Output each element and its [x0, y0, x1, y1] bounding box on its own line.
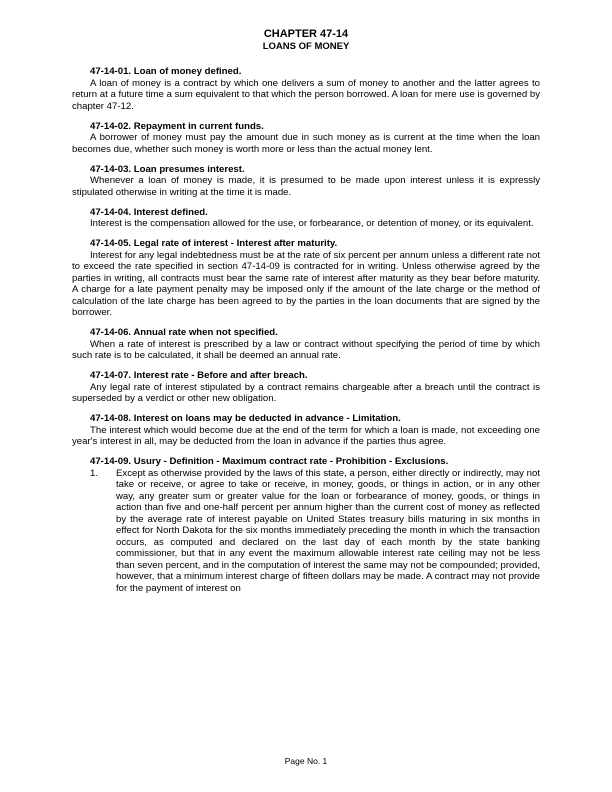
section-text: A loan of money is a contract by which one delivers a sum of money to another and the latter agrees to return at a future time a sum equivalent to that which the person borrowed. A loan for mere use is governed by chapter 47-12.: [72, 77, 540, 112]
section-47-14-07: [72, 370, 540, 405]
section-heading: 47-14-03. Loan presumes interest.: [90, 163, 245, 175]
section-text: Whenever a loan of money is made, it is presumed to be made upon interest unless it is expressly stipulated otherwise in writing at the time it is made.: [72, 175, 540, 198]
chapter-heading: CHAPTER 47-14: [263, 28, 349, 40]
section-47-14-09: [72, 456, 540, 594]
section-heading: 47-14-09. Usury - Definition - Maximum contract rate - Prohibition - Exclusions.: [90, 456, 449, 467]
section-text: The interest which would become due at the end of the term for which a loan is made, not exceeding one year's interest in all, may be deducted from the loan in advance if the parties thus agree.: [72, 424, 540, 447]
section-heading: 47-14-01. Loan of money defined.: [90, 66, 242, 77]
subsection-text: Except as otherwise provided by the laws of this state, a person, either directly or indirectly, may not take or receive, or agree to take or receive, in money, goods, or things in action, or in any other way, any greater sum or greater value for the loan or forbearance of money, goods, or things in action than five and one-half percent per annum higher than the current cost of money as reflected by the average rate of interest payable on United States treasury bills maturing in six months in effect for North Dakota for the six months immediately preceding the month in which the transaction occurs, as computed and declared on the last day of each month by the state banking commissioner, but that in any event the maximum allowable interest rate ceiling may not be less than seven percent, and in the computation of interest the same may not be compounded; provided, however, that a minimum interest charge of fifteen dollars may be made. A contract may not provide for the payment of interest on: [116, 467, 540, 594]
section-heading: 47-14-02. Repayment in current funds.: [90, 120, 264, 132]
page-number: Page No. 1: [284, 756, 328, 766]
section-47-14-03: [72, 164, 540, 199]
section-47-14-05: [72, 238, 540, 319]
section-heading: 47-14-08. Interest on loans may be deducted in advance - Limitation.: [90, 413, 401, 424]
subsection-item: [72, 468, 540, 595]
section-text: Any legal rate of interest stipulated by a contract remains chargeable after a breach until the contract is superseded by a verdict or other new obligation.: [72, 381, 540, 404]
section-heading: 47-14-05. Legal rate of interest - Interest after maturity.: [90, 238, 338, 249]
section-47-14-04: [72, 207, 540, 230]
section-heading: 47-14-07. Interest rate - Before and after breach.: [90, 370, 308, 381]
section-47-14-02: [72, 121, 540, 156]
section-text: When a rate of interest is prescribed by a law or contract without specifying the period of time by which such rate is to be calculated, it shall be deemed an annual rate.: [72, 338, 540, 361]
subsection-number: 1.: [90, 467, 99, 479]
section-47-14-06: [72, 327, 540, 362]
chapter-title: LOANS OF MONEY: [262, 41, 350, 52]
section-text: A borrower of money must pay the amount due in such money as is current at the time when the loan becomes due, whether such money is worth more or less than the actual money lent.: [72, 132, 540, 155]
section-text: Interest is the compensation allowed for the use, or forbearance, or detention of money, or its equivalent.: [90, 218, 534, 229]
section-text: Interest for any legal indebtedness must be at the rate of six percent per annum unless a different rate not to exceed the rate specified in section 47-14-09 is contracted for in writing. Unless otherwise agreed by the parties in writing, all contracts must bear the same rate of interest after maturity as they bear before maturity. A charge for a late payment penalty may be imposed only if the amount of the late charge or the method of calculation of the late charge has been agreed to by the parties in the loan documents that are signed by the borrower.: [72, 249, 540, 318]
section-47-14-08: [72, 413, 540, 448]
section-heading: 47-14-06. Annual rate when not specified.: [90, 327, 278, 338]
section-heading: 47-14-04. Interest defined.: [90, 206, 208, 218]
document-body: [72, 66, 540, 603]
section-47-14-01: [72, 66, 540, 112]
